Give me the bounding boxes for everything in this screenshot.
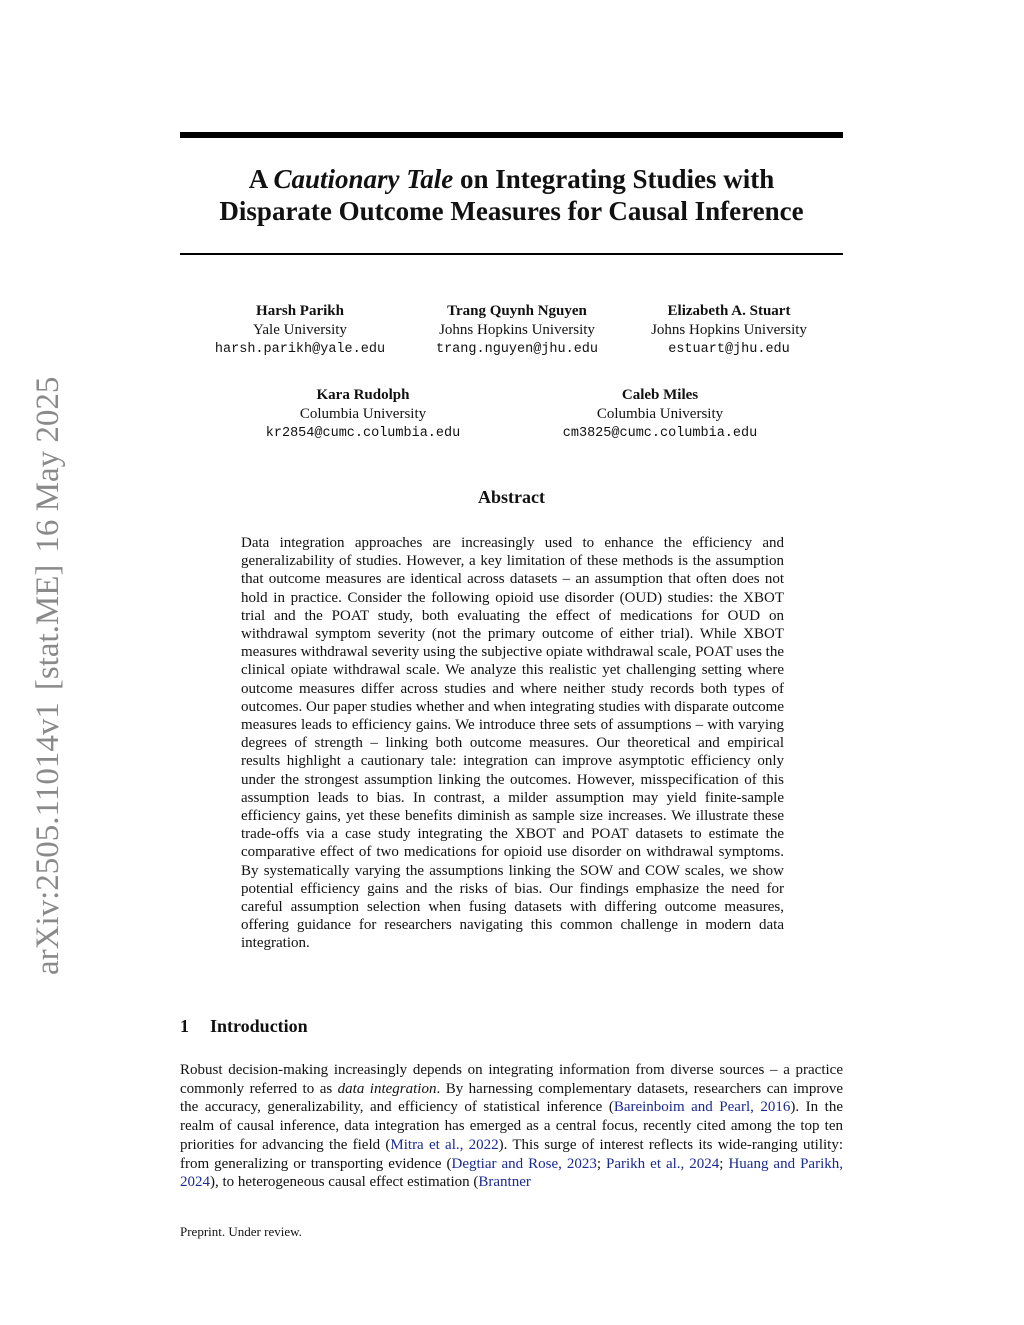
page-footer: Preprint. Under review. xyxy=(180,1224,302,1239)
title-prefix: A xyxy=(248,164,274,194)
intro-text: ). In the realm of causal inference, data integration has emerged as a central focus, recently cited among the top ten priorities for advancing the field ( xyxy=(180,1099,843,1153)
citation-link[interactable]: Huang and Parikh, 2024 xyxy=(180,1155,843,1191)
author-email[interactable]: trang.nguyen@jhu.edu xyxy=(435,342,599,357)
title-line-1 xyxy=(180,163,843,195)
author-name: Caleb Miles xyxy=(621,387,699,403)
arxiv-side-label xyxy=(28,355,68,975)
author-name: Harsh Parikh xyxy=(256,303,344,319)
section-title: Introduction xyxy=(210,1016,308,1036)
intro-italic-term: data integration xyxy=(337,1080,437,1097)
introduction-body xyxy=(180,1061,843,1192)
author-email[interactable]: kr2854@cumc.columbia.edu xyxy=(265,426,461,441)
arxiv-date: 16 May 2025 xyxy=(30,376,66,553)
arxiv-category: [stat.ME] xyxy=(30,564,66,691)
title-bottom-rule xyxy=(180,253,843,255)
author-email[interactable]: estuart@jhu.edu xyxy=(668,342,790,357)
author-email[interactable]: cm3825@cumc.columbia.edu xyxy=(562,426,758,441)
abstract-heading: Abstract xyxy=(478,487,545,507)
intro-text: Robust decision-making increasingly depends on integrating information from diverse sources – a practice commonly referred to as xyxy=(180,1062,843,1097)
intro-text: ), to heterogeneous causal effect estimation ( xyxy=(210,1174,479,1191)
author-affiliation: Johns Hopkins University xyxy=(439,322,595,338)
arxiv-id[interactable]: arXiv:2505.11014v1 xyxy=(30,702,66,975)
author-block xyxy=(545,386,775,443)
author-block xyxy=(407,302,627,359)
abstract-text: Data integration approaches are increasingly used to enhance the efficiency and generalizability of studies. However, a key limitation of these methods is the assumption that outcome measures are identical across datasets – an assumption that often does not hold in practice. Consider the following opioid use disorder (OUD) studies: the XBOT trial and the POAT study, both evaluating the effect of medications for OUD on withdrawal symptom severity (not the primary outcome of either trial). While XBOT measures withdrawal severity using the subjective opiate withdrawal scale, POAT uses the clinical opiate withdrawal scale. We analyze this realistic yet challenging setting where outcome measures differ across studies and where neither study records both types of outcomes. Our paper studies whether and when integrating studies with disparate outcome measures leads to efficiency gains. We introduce three sets of assumptions – with varying degrees of strength – linking both outcome measures. Our theoretical and empirical results highlight a cautionary tale: integration can improve asymptotic efficiency only under the strongest assumption linking the outcomes. However, misspecification of this assumption leads to bias. In contrast, a milder assumption may yield finite-sample efficiency gains, yet these benefits diminish as sample size increases. We illustrate these trade-offs via a case study integrating the XBOT and POAT datasets to estimate the comparative effect of two medications for opioid use disorder on withdrawal symptoms. By systematically varying the assumptions linking the SOW and COW scales, we show potential efficiency gains and the risks of bias. Our findings emphasize the need for careful assumption selection when fusing datasets with differing outcome measures, offering guidance for researchers navigating this common challenge in modern data integration. xyxy=(241,535,784,952)
author-name: Kara Rudolph xyxy=(316,387,410,403)
citation-link[interactable]: Mitra et al., 2022 xyxy=(390,1136,499,1153)
intro-text: ). This surge of interest reflects its wide-ranging utility: from generalizing or transporting evidence ( xyxy=(180,1136,843,1172)
author-block xyxy=(200,302,400,359)
author-affiliation: Columbia University xyxy=(299,406,427,422)
title-suffix: on Integrating Studies with xyxy=(453,164,775,194)
citation-link[interactable]: Parikh et al., 2024 xyxy=(606,1155,720,1172)
author-affiliation: Johns Hopkins University xyxy=(651,322,807,338)
author-email[interactable]: harsh.parikh@yale.edu xyxy=(214,342,386,357)
abstract-body xyxy=(241,534,784,953)
title-line-2: Disparate Outcome Measures for Causal Inference xyxy=(219,196,804,226)
author-affiliation: Columbia University xyxy=(596,406,724,422)
title-top-rule xyxy=(180,132,843,138)
title-italic: Cautionary Tale xyxy=(273,164,454,194)
citation-link[interactable]: Degtiar and Rose, 2023 xyxy=(451,1155,597,1172)
author-name: Elizabeth A. Stuart xyxy=(667,303,791,319)
author-block xyxy=(624,302,834,359)
intro-text: ; xyxy=(596,1155,607,1172)
author-affiliation: Yale University xyxy=(253,322,347,338)
citation-link[interactable]: Bareinboim and Pearl, 2016 xyxy=(613,1099,791,1116)
section-number: 1 xyxy=(180,1016,189,1036)
author-block xyxy=(248,386,478,443)
intro-text: ; xyxy=(719,1155,729,1172)
author-name: Trang Quynh Nguyen xyxy=(447,303,587,319)
citation-link[interactable]: Brantner xyxy=(478,1174,531,1191)
intro-paragraph xyxy=(180,1061,843,1192)
paper-title xyxy=(180,163,843,227)
section-heading xyxy=(180,1016,308,1037)
intro-text: . By harnessing complementary datasets, researchers can improve the accuracy, generalizability, and efficiency of statistical inference ( xyxy=(180,1080,843,1116)
